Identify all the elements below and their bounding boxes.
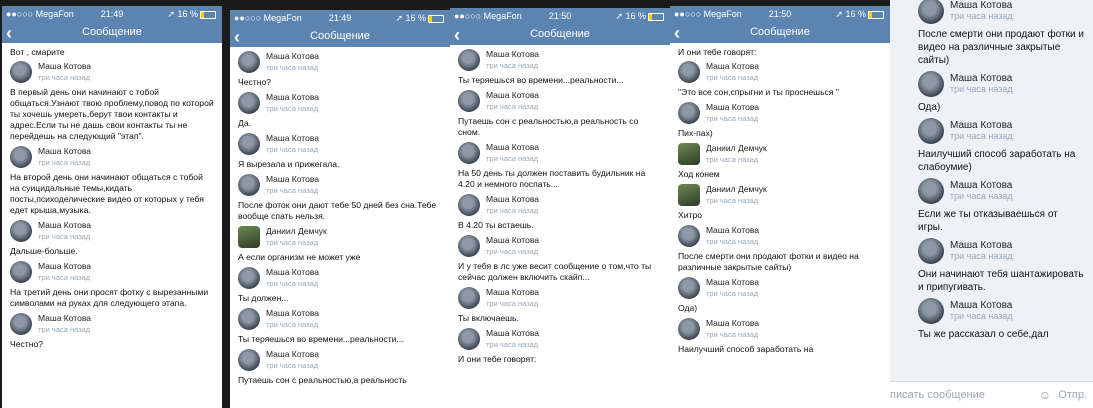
timestamp: три часа назад xyxy=(706,73,759,82)
carrier: ●●○○○ MegaFon xyxy=(674,9,742,19)
timestamp: три часа назад xyxy=(486,206,539,215)
message-text: Ода) xyxy=(678,303,698,313)
message xyxy=(918,177,1085,234)
sender-name[interactable]: Маша Котова xyxy=(706,102,759,112)
avatar[interactable] xyxy=(918,178,944,204)
message xyxy=(238,307,442,345)
sender-name[interactable]: Маша Котова xyxy=(266,133,319,143)
timestamp: три часа назад xyxy=(38,158,91,167)
message xyxy=(458,234,662,283)
message-text: Если же ты отказываешься от игры. xyxy=(918,209,1058,233)
timestamp: три часа назад xyxy=(706,330,759,339)
message-text: Да. xyxy=(238,118,251,128)
message xyxy=(10,60,214,142)
message-text: На второй день они начинают общаться с тобой на суицидальные темы,кидать посты,психоделические видео от которых у тебя едет крыша,музыка. xyxy=(10,172,204,215)
battery-icon xyxy=(200,11,216,19)
sender-name[interactable]: Маша Котова xyxy=(486,142,539,152)
back-icon[interactable]: ‹ xyxy=(6,23,12,43)
message xyxy=(458,48,662,86)
avatar[interactable] xyxy=(10,220,32,242)
timestamp: три часа назад xyxy=(266,186,319,195)
battery-icon xyxy=(648,13,664,21)
carrier: ●●○○○ MegaFon xyxy=(6,9,74,19)
message xyxy=(458,193,662,231)
message xyxy=(458,327,662,365)
message-text: Ход конем xyxy=(678,169,720,179)
chat-screenshot-1 xyxy=(2,6,222,408)
nav-title: Сообщение xyxy=(530,28,590,40)
chat-screenshot-5 xyxy=(890,0,1093,408)
message-text: Пих-пах) xyxy=(678,128,713,138)
timestamp: три часа назад xyxy=(950,191,1013,201)
sender-name[interactable]: Маша Котова xyxy=(38,261,91,271)
timestamp: три часа назад xyxy=(950,11,1013,21)
message-text: После смерти они продают фотки и видео на различные закрытые сайты) xyxy=(678,251,859,272)
message-text: Честно? xyxy=(10,339,44,349)
avatar[interactable] xyxy=(10,61,32,83)
message xyxy=(238,91,442,129)
nav-title: Сообщение xyxy=(310,30,370,42)
message-feed[interactable] xyxy=(2,47,222,350)
back-icon[interactable]: ‹ xyxy=(234,27,240,47)
sender-name[interactable]: Маша Котова xyxy=(950,180,1013,191)
timestamp: три часа назад xyxy=(486,299,539,308)
message-text: Ты включаешь. xyxy=(458,313,519,323)
timestamp: три часа назад xyxy=(38,73,91,82)
battery: ➚ 16 % xyxy=(167,9,216,20)
sender-name[interactable]: Маша Котова xyxy=(706,318,759,328)
message xyxy=(678,317,882,355)
message xyxy=(678,101,882,139)
battery: ➚ 16 % xyxy=(835,9,884,20)
timestamp: три часа назад xyxy=(266,145,319,154)
sender-name[interactable]: Маша Котова xyxy=(266,51,319,61)
message xyxy=(10,260,214,309)
timestamp: три часа назад xyxy=(486,102,539,111)
avatar[interactable] xyxy=(458,235,480,257)
avatar[interactable] xyxy=(238,92,260,114)
status-bar xyxy=(230,10,450,27)
avatar[interactable] xyxy=(458,287,480,309)
battery-icon xyxy=(428,15,444,23)
message-text: На 50 день ты должен поставить будильник на 4.20 и немного поспать... xyxy=(458,168,646,189)
timestamp: три часа назад xyxy=(486,340,539,349)
message xyxy=(678,60,882,98)
avatar[interactable] xyxy=(458,328,480,350)
message-composer xyxy=(890,381,1093,408)
message-text: Путаешь сон с реальностью,а реальность со сном. xyxy=(458,116,639,137)
timestamp: три часа назад xyxy=(486,154,539,163)
chat-screenshot-4 xyxy=(670,6,890,408)
message xyxy=(678,142,882,180)
carrier: ●●○○○ MegaFon xyxy=(454,11,522,21)
avatar[interactable] xyxy=(458,142,480,164)
avatar[interactable] xyxy=(458,90,480,112)
timestamp: три часа назад xyxy=(706,155,759,164)
sender-name[interactable]: Маша Котова xyxy=(486,235,539,245)
message xyxy=(10,219,214,257)
status-bar xyxy=(450,8,670,25)
timestamp: три часа назад xyxy=(266,361,319,370)
avatar[interactable] xyxy=(918,71,944,97)
sender-name[interactable]: Маша Котова xyxy=(266,308,319,318)
avatar[interactable] xyxy=(238,226,260,248)
sender-name[interactable]: Даниил Демчук xyxy=(706,184,767,194)
avatar[interactable] xyxy=(238,308,260,330)
timestamp: три часа назад xyxy=(38,325,91,334)
timestamp: три часа назад xyxy=(950,131,1013,141)
message-feed[interactable] xyxy=(890,0,1093,341)
back-icon[interactable]: ‹ xyxy=(454,25,460,45)
message xyxy=(238,173,442,222)
message xyxy=(678,183,882,221)
sender-name[interactable]: Маша Котова xyxy=(38,61,91,71)
message-text: Ты должен... xyxy=(238,293,289,303)
battery-icon xyxy=(868,11,884,19)
send-button[interactable]: Отпр. xyxy=(1058,389,1087,401)
chat-screenshot-3 xyxy=(450,8,670,408)
message-text: В первый день они начинают с тобой общаться.Узнают твою проблему,повод по которой ты хочешь умереть,берут твои контакты и адрес.Если ты не дашь свои контакты ты не перейдешь на следующий "этап". xyxy=(10,87,214,141)
avatar[interactable] xyxy=(918,238,944,264)
timestamp: три часа назад xyxy=(950,251,1013,261)
message xyxy=(918,297,1085,341)
timestamp: три часа назад xyxy=(266,238,319,247)
chat-screenshot-2 xyxy=(230,10,450,408)
avatar[interactable] xyxy=(678,318,700,340)
message-text: И они тебе говорят: xyxy=(458,354,537,364)
timestamp: три часа назад xyxy=(706,289,759,298)
nav-title: Сообщение xyxy=(82,26,142,38)
clock: 21:50 xyxy=(548,11,572,21)
avatar[interactable] xyxy=(10,146,32,168)
message xyxy=(458,89,662,138)
timestamp: три часа назад xyxy=(266,320,319,329)
avatar[interactable] xyxy=(238,133,260,155)
avatar[interactable] xyxy=(678,143,700,165)
message xyxy=(678,276,882,314)
sender-name[interactable]: Маша Котова xyxy=(950,300,1013,311)
sender-name[interactable]: Маша Котова xyxy=(950,73,1013,84)
message-text: Хитро xyxy=(678,210,703,220)
avatar[interactable] xyxy=(10,313,32,335)
sender-name[interactable]: Даниил Демчук xyxy=(266,226,327,236)
avatar[interactable] xyxy=(678,61,700,83)
message xyxy=(918,237,1085,294)
clock: 21:50 xyxy=(768,9,792,19)
timestamp: три часа назад xyxy=(266,63,319,72)
avatar[interactable] xyxy=(458,194,480,216)
message-text: Путаешь сон с реальностью,а реальность xyxy=(238,375,407,385)
back-icon[interactable]: ‹ xyxy=(674,23,680,43)
battery: ➚ 16 % xyxy=(615,11,664,22)
timestamp: три часа назад xyxy=(266,279,319,288)
message-feed[interactable] xyxy=(230,50,450,386)
nav-title: Сообщение xyxy=(750,26,810,38)
message-text: После смерти они продают фотки и видео на различные закрытые сайты) xyxy=(918,29,1084,66)
sender-name[interactable]: Маша Котова xyxy=(950,0,1013,11)
message-text: А если организм не может уже xyxy=(238,252,361,262)
message-text: Вот , смарите xyxy=(10,47,65,57)
message xyxy=(238,266,442,304)
message-text: Наилучший способ заработать на слабоумие) xyxy=(918,149,1076,173)
message-feed[interactable] xyxy=(670,47,890,355)
avatar[interactable] xyxy=(238,349,260,371)
message-text: Ода) xyxy=(918,102,941,113)
sender-name[interactable]: Маша Котова xyxy=(486,49,539,59)
message xyxy=(10,145,214,216)
timestamp: три часа назад xyxy=(706,237,759,246)
sender-name[interactable]: Маша Котова xyxy=(38,146,91,156)
sender-name[interactable]: Маша Котова xyxy=(38,220,91,230)
sender-name[interactable]: Маша Котова xyxy=(706,277,759,287)
sender-name[interactable]: Маша Котова xyxy=(486,90,539,100)
avatar[interactable] xyxy=(678,277,700,299)
message-text: После фоток они дают тебе 50 дней без сна.Тебе вообще спать нельзя. xyxy=(238,200,437,221)
message-text: Они начинают тебя шантажировать и припугивать. xyxy=(918,269,1084,293)
message xyxy=(238,225,442,263)
message-text: На третий день они просят фотку с вырезанными символами на руках для следующего этапа. xyxy=(10,287,209,308)
sender-name[interactable]: Маша Котова xyxy=(266,267,319,277)
nav-bar xyxy=(230,27,450,47)
message-text: Я вырезала и прижегала. xyxy=(238,159,340,169)
sender-name[interactable]: Маша Котова xyxy=(266,92,319,102)
sender-name[interactable]: Маша Котова xyxy=(266,349,319,359)
sender-name[interactable]: Маша Котова xyxy=(950,120,1013,131)
message xyxy=(238,50,442,88)
timestamp: три часа назад xyxy=(950,311,1013,321)
timestamp: три часа назад xyxy=(706,114,759,123)
avatar[interactable] xyxy=(678,225,700,247)
avatar[interactable] xyxy=(238,51,260,73)
avatar[interactable] xyxy=(918,0,944,24)
nav-bar xyxy=(2,23,222,43)
sender-name[interactable]: Маша Котова xyxy=(486,194,539,204)
sender-name[interactable]: Маша Котова xyxy=(38,313,91,323)
nav-bar xyxy=(670,23,890,43)
avatar[interactable] xyxy=(918,118,944,144)
avatar[interactable] xyxy=(458,49,480,71)
timestamp: три часа назад xyxy=(950,84,1013,94)
carrier: ●●○○○ MegaFon xyxy=(234,13,302,23)
message xyxy=(678,224,882,273)
avatar[interactable] xyxy=(238,174,260,196)
avatar[interactable] xyxy=(10,261,32,283)
message xyxy=(458,141,662,190)
message-text: В 4.20 ты встаешь. xyxy=(458,220,534,230)
message-text: "Это все сон,спрыгни и ты проснешься " xyxy=(678,87,839,97)
message-text: Ты теряешься во времени...реальности... xyxy=(238,334,404,344)
message-text: Ты теряешься во времени...реальности... xyxy=(458,75,624,85)
message xyxy=(918,117,1085,174)
message xyxy=(918,70,1085,114)
clock: 21:49 xyxy=(100,9,124,19)
message-text: Наилучший способ заработать на xyxy=(678,344,814,354)
sender-name[interactable]: Маша Котова xyxy=(706,61,759,71)
sender-name[interactable]: Даниил Демчук xyxy=(706,143,767,153)
message-text: Дальше-больше. xyxy=(10,246,78,256)
clock: 21:49 xyxy=(328,13,352,23)
message-text: И у тебя в лс уже весит сообщение о том,что ты сейчас должен включить скайп... xyxy=(458,261,652,282)
message-text: Ты же рассказал о себе,дал xyxy=(918,329,1049,340)
message-input[interactable]: писать сообщение xyxy=(890,389,985,401)
timestamp: три часа назад xyxy=(486,247,539,256)
status-bar xyxy=(2,6,222,23)
message xyxy=(458,286,662,324)
nav-bar xyxy=(450,25,670,45)
message-feed[interactable] xyxy=(450,48,670,365)
message xyxy=(10,312,214,350)
sender-name[interactable]: Маша Котова xyxy=(266,174,319,184)
battery: ➚ 16 % xyxy=(395,13,444,24)
timestamp: три часа назад xyxy=(706,196,759,205)
timestamp: три часа назад xyxy=(486,61,539,70)
timestamp: три часа назад xyxy=(38,232,91,241)
sender-name[interactable]: Маша Котова xyxy=(486,287,539,297)
message xyxy=(918,0,1085,67)
sender-name[interactable]: Маша Котова xyxy=(950,240,1013,251)
emoji-icon[interactable]: ☺ xyxy=(1038,388,1051,402)
sender-name[interactable]: Маша Котова xyxy=(706,225,759,235)
timestamp: три часа назад xyxy=(266,104,319,113)
avatar[interactable] xyxy=(678,184,700,206)
message xyxy=(238,348,442,386)
message-text: Честно? xyxy=(238,77,272,87)
timestamp: три часа назад xyxy=(38,273,91,282)
message xyxy=(238,132,442,170)
avatar[interactable] xyxy=(238,267,260,289)
avatar[interactable] xyxy=(678,102,700,124)
message-text: И они тебе говорят: xyxy=(678,47,757,57)
status-bar xyxy=(670,6,890,23)
sender-name[interactable]: Маша Котова xyxy=(486,328,539,338)
avatar[interactable] xyxy=(918,298,944,324)
